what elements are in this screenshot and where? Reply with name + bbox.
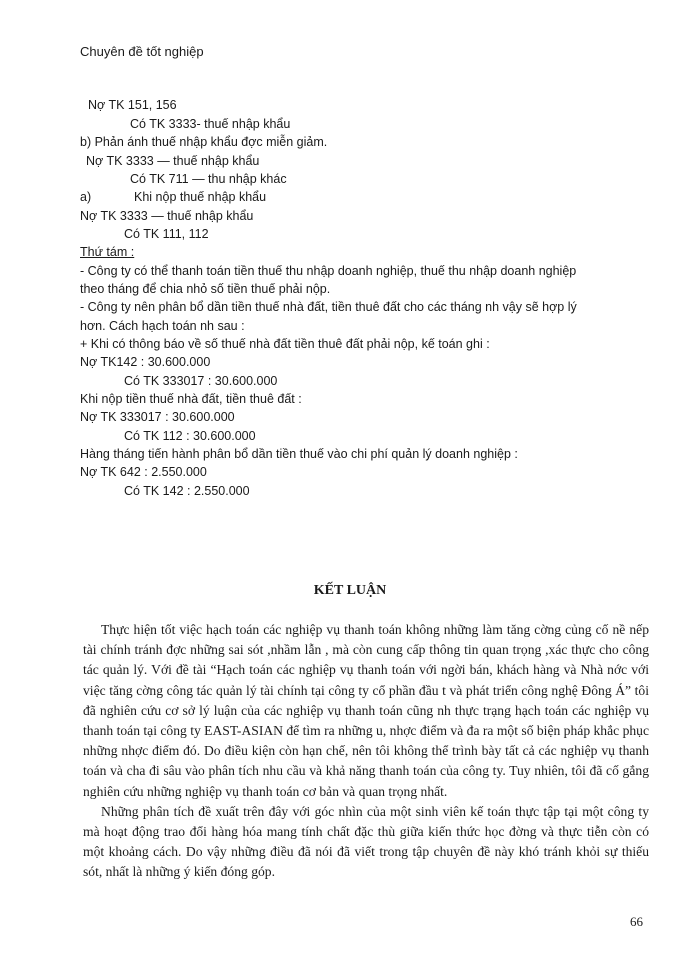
entry-line: - Công ty có thể thanh toán tiền thuế thu nhập doanh nghiệp, thuế thu nhập doanh nghiệp bbox=[80, 264, 577, 278]
page-number: 66 bbox=[630, 914, 643, 929]
conclusion-paragraph: Những phân tích đề xuất trên đây với góc nhìn của một sinh viên kế toán thực tập tại một công ty mà hoạt động trao đổi hàng hóa mang tính chất đặc thù giữa kiến thức học đờng và thực tiễn còn có một khoảng cách. Do vậy những điều đã nói đã viết trong tập chuyên đề này khó tránh khỏi sự thiếu sót, nhất là những ý kiến đóng góp. bbox=[83, 803, 649, 880]
running-header: Chuyên đề tốt nghiệp bbox=[80, 44, 204, 59]
entry-line: + Khi có thông báo về số thuế nhà đất tiền thuê đất phải nộp, kế toán ghi : bbox=[80, 337, 490, 351]
entry-line: hơn. Cách hạch toán nh sau : bbox=[80, 319, 245, 333]
entry-line: Có TK 142 : 2.550.000 bbox=[124, 484, 250, 498]
entry-line: Nợ TK 642 : 2.550.000 bbox=[80, 465, 207, 479]
entry-line: Nợ TK 151, 156 bbox=[88, 98, 177, 112]
entry-line: Có TK 3333- thuế nhập khẩu bbox=[130, 117, 291, 131]
conclusion-paragraph: Thực hiện tốt việc hạch toán các nghiệp vụ thanh toán không những làm tăng cờng củng cố nề nếp tài chính tránh đợc những sai sót ,nhầm lẫn , mà còn cung cấp thông tin quan trọng ,xác thực cho công tác quản lý. Với đề tài “Hạch toán các nghiệp vụ thanh toán với ngời bán, khách hàng và Nhà nớc với việc tăng cờng công tác quản lý tài chính tại công ty cổ phần đầu t và phát triển công nghệ Đông Á” tôi đã nghiên cứu cơ sở lý luận của các nghiệp vụ thanh toán cũng nh thực trạng hạch toán các nghiệp vụ thanh toán tại công ty EAST-ASIAN để tìm ra những u, nhợc điểm và đa ra một số biện pháp khắc phục những nhợc điểm đó. Do điều kiện còn hạn chế, nên tôi không thể trình bày tất cả các nghiệp vụ thanh toán và cha đi sâu vào phân tích nhu cầu và khả năng thanh toán của công ty. Tuy nhiên, tôi đã cố gắng nghiên cứu những nghiệp vụ thanh toán cơ bản và quan trọng nhất. bbox=[83, 622, 649, 799]
entry-line-marker: a) bbox=[80, 190, 92, 204]
entry-line: Nợ TK 3333 — thuế nhập khẩu bbox=[86, 154, 260, 168]
entry-line: theo tháng để chia nhỏ số tiền thuế phải nộp. bbox=[80, 282, 331, 296]
entry-line: b) Phản ánh thuế nhập khẩu đợc miễn giảm. bbox=[80, 135, 328, 149]
conclusion-title: KẾT LUẬN bbox=[313, 583, 387, 598]
entry-line: Nợ TK 3333 — thuế nhập khẩu bbox=[80, 209, 254, 223]
entry-line: Nợ TK 333017 : 30.600.000 bbox=[80, 410, 235, 424]
entry-line: Nợ TK142 : 30.600.000 bbox=[80, 355, 211, 369]
entry-line: Có TK 333017 : 30.600.000 bbox=[124, 374, 278, 388]
entry-line: Có TK 111, 112 bbox=[124, 227, 209, 241]
entry-line: - Công ty nên phân bổ dần tiền thuế nhà đất, tiền thuê đất cho các tháng nh vậy sẽ hợp lý bbox=[80, 300, 577, 314]
entry-line: Có TK 112 : 30.600.000 bbox=[124, 429, 256, 443]
entry-line: Có TK 711 — thu nhập khác bbox=[130, 172, 287, 186]
section-label: Thứ tám : bbox=[80, 245, 135, 259]
entry-line: Khi nộp tiền thuế nhà đất, tiền thuê đất : bbox=[80, 392, 302, 406]
conclusion-body bbox=[83, 620, 649, 883]
entry-line: Khi nộp thuế nhập khẩu bbox=[134, 190, 267, 204]
entry-line: Hàng tháng tiến hành phân bổ dần tiền thuế vào chi phí quản lý doanh nghiệp : bbox=[80, 447, 518, 461]
